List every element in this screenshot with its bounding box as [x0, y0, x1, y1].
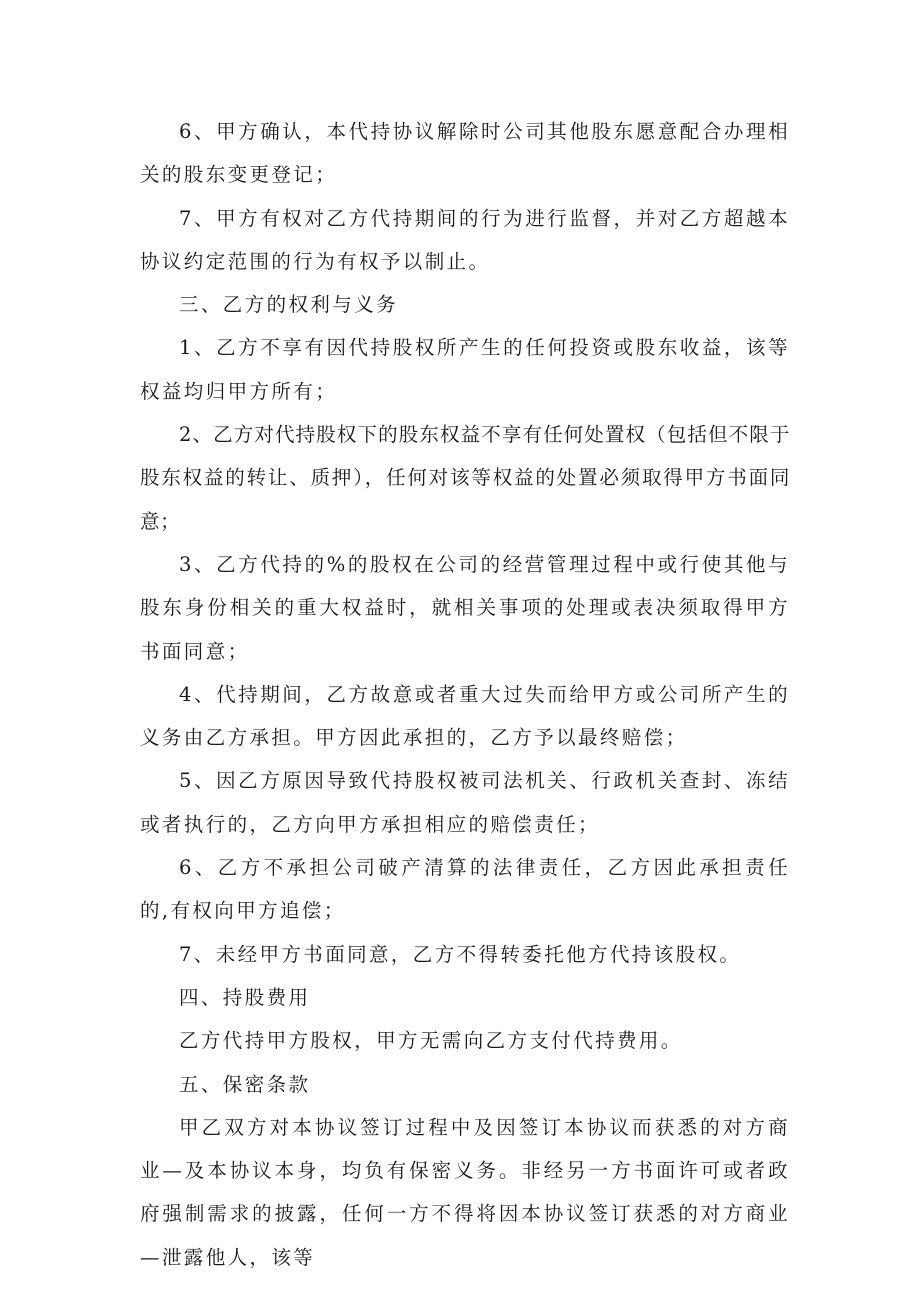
clause-b5-seizure: 5、因乙方原因导致代持股权被司法机关、行政机关查封、冻结或者执行的，乙方向甲方承担相应的赔偿责任；: [140, 769, 790, 836]
clause-a7-supervision: 7、甲方有权对乙方代持期间的行为进行监督，并对乙方超越本协议约定范围的行为有权予以制止。: [140, 206, 790, 273]
clause-b6-bankruptcy: 6、乙方不承担公司破产清算的法律责任，乙方因此承担责任的,有权向甲方追偿；: [140, 856, 790, 923]
clause-b4-liability: 4、代持期间，乙方故意或者重大过失而给甲方或公司所产生的义务由乙方承担。甲方因此承担的，乙方予以最终赔偿；: [140, 682, 790, 750]
clause-b2-no-disposal: 2、乙方对代持股权下的股东权益不享有任何处置权（包括但不限于股东权益的转让、质押），任何对该等权益的处置必须取得甲方书面同意；: [140, 423, 790, 533]
clause-confidentiality: 甲乙双方对本协议签订过程中及因签订本协议而获悉的对方商业—及本协议本身，均负有保密义务。非经另一方书面许可或者政府强制需求的披露，任何一方不得将因本协议签订获悉的对方商业—泄露他人，该等: [140, 1115, 790, 1269]
document-body: [140, 110, 790, 1279]
clause-b1-no-income: 1、乙方不享有因代持股权所产生的任何投资或股东收益，该等权益均归甲方所有；: [140, 336, 790, 403]
clause-fee: 乙方代持甲方股权，甲方无需向乙方支付代持费用。: [179, 1029, 683, 1053]
section-heading-5: 五、保密条款: [179, 1072, 311, 1096]
clause-b7-no-delegation: 7、未经甲方书面同意，乙方不得转委托他方代持该股权。: [179, 942, 742, 966]
section-heading-4: 四、持股费用: [179, 985, 311, 1009]
clause-a6-shareholder-change: 6、甲方确认，本代持协议解除时公司其他股东愿意配合办理相关的股东变更登记；: [140, 120, 790, 187]
section-heading-3: 三、乙方的权利与义务: [179, 293, 399, 317]
clause-b3-consent: 3、乙方代持的%的股权在公司的经营管理过程中或行使其他与股东身份相关的重大权益时，就相关事项的处理或表决须取得甲方书面同意；: [140, 552, 790, 663]
